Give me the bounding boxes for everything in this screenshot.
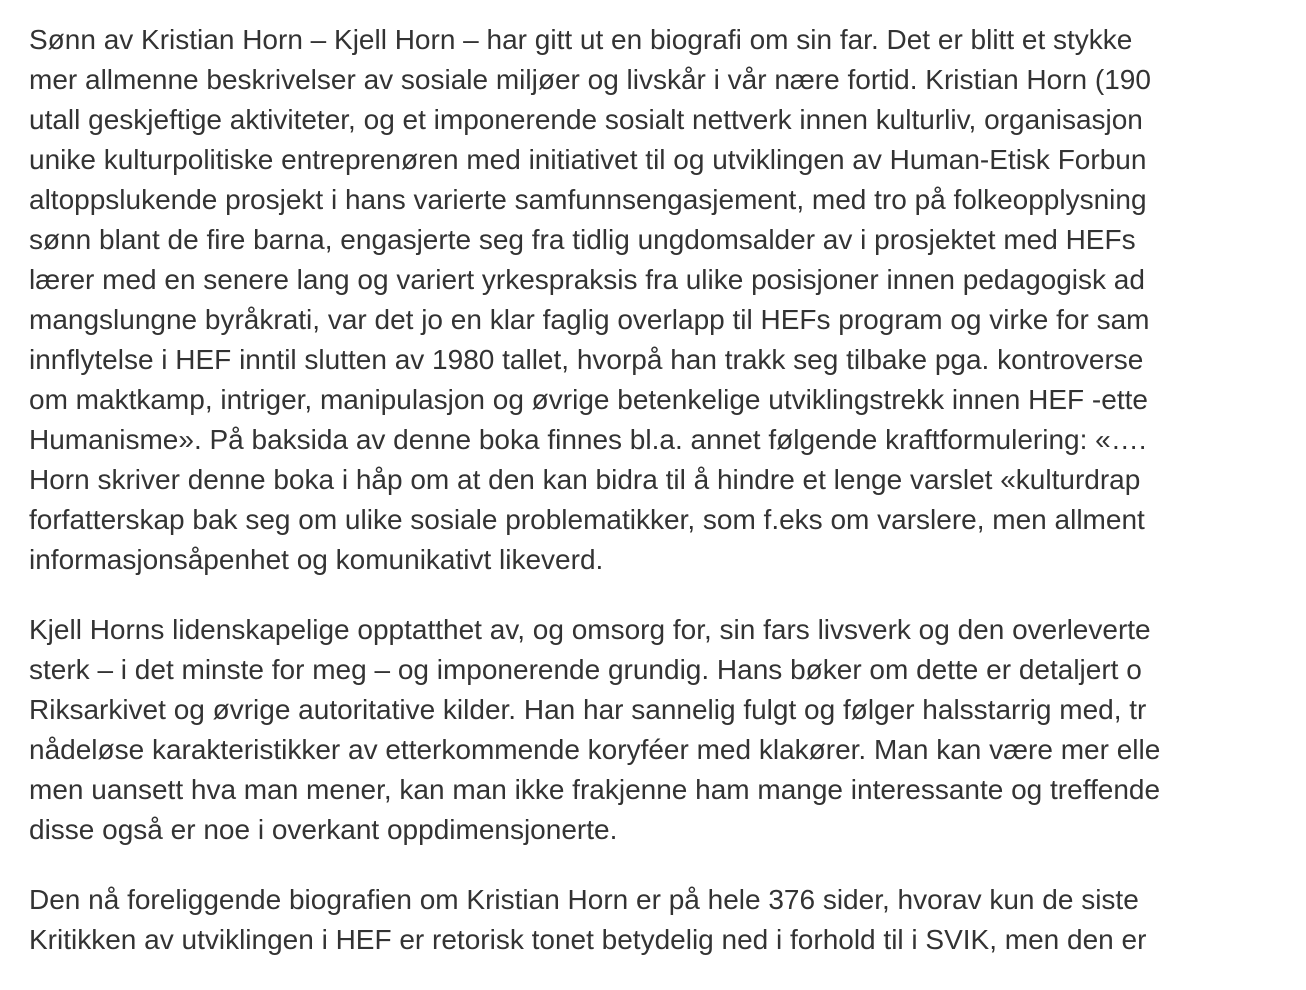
text-line: om maktkamp, intriger, manipulasjon og øvrige betenkelige utviklingstrekk innen HEF -ette xyxy=(29,384,1148,415)
text-line: informasjonsåpenhet og komunikativt likeverd. xyxy=(29,544,604,575)
text-line: altoppslukende prosjekt i hans varierte samfunnsengasjement, med tro på folkeopplysning xyxy=(29,184,1147,215)
text-line: Humanisme». På baksida av denne boka finnes bl.a. annet følgende kraftformulering: «…. xyxy=(29,424,1147,455)
text-line: Kritikken av utviklingen i HEF er retorisk tonet betydelig ned i forhold til i SVIK, men den er xyxy=(29,924,1147,955)
text-line: sønn blant de fire barna, engasjerte seg fra tidlig ungdomsalder av i prosjektet med HEFs xyxy=(29,224,1136,255)
text-line: Kjell Horns lidenskapelige opptatthet av, og omsorg for, sin fars livsverk og den overleverte xyxy=(29,614,1151,645)
text-line: unike kulturpolitiske entreprenøren med initiativet til og utviklingen av Human-Etisk Forbun xyxy=(29,144,1147,175)
text-line: mangslungne byråkrati, var det jo en klar faglig overlapp til HEFs program og virke for sam xyxy=(29,304,1150,335)
text-line: utall geskjeftige aktiviteter, og et imponerende sosialt nettverk innen kulturliv, organisasjon xyxy=(29,104,1143,135)
text-line: forfatterskap bak seg om ulike sosiale problematikker, som f.eks om varslere, men allment xyxy=(29,504,1145,535)
text-line: mer allmenne beskrivelser av sosiale miljøer og livskår i vår nære fortid. Kristian Horn (190 xyxy=(29,64,1151,95)
text-line: lærer med en senere lang og variert yrkespraksis fra ulike posisjoner innen pedagogisk ad xyxy=(29,264,1145,295)
text-line: nådeløse karakteristikker av etterkommende koryféer med klakører. Man kan være mer elle xyxy=(29,734,1161,765)
text-line: Sønn av Kristian Horn – Kjell Horn – har gitt ut en biografi om sin far. Det er blitt et stykke xyxy=(29,24,1133,55)
paragraph-1 xyxy=(29,20,1306,580)
text-line: sterk – i det minste for meg – og imponerende grundig. Hans bøker om dette er detaljert o xyxy=(29,654,1142,685)
text-line: men uansett hva man mener, kan man ikke frakjenne ham mange interessante og treffende xyxy=(29,774,1161,805)
paragraph-2 xyxy=(29,610,1306,850)
text-line: Riksarkivet og øvrige autoritative kilder. Han har sannelig fulgt og følger halsstarrig med, tr xyxy=(29,694,1147,725)
text-line: Den nå foreliggende biografien om Kristian Horn er på hele 376 sider, hvorav kun de siste xyxy=(29,884,1139,915)
text-line: innflytelse i HEF inntil slutten av 1980 tallet, hvorpå han trakk seg tilbake pga. kontroverse xyxy=(29,344,1144,375)
paragraph-3 xyxy=(29,880,1306,960)
text-line: disse også er noe i overkant oppdimensjonerte. xyxy=(29,814,618,845)
text-line: Horn skriver denne boka i håp om at den kan bidra til å hindre et lenge varslet «kulturdrap xyxy=(29,464,1141,495)
article-body xyxy=(29,20,1306,990)
